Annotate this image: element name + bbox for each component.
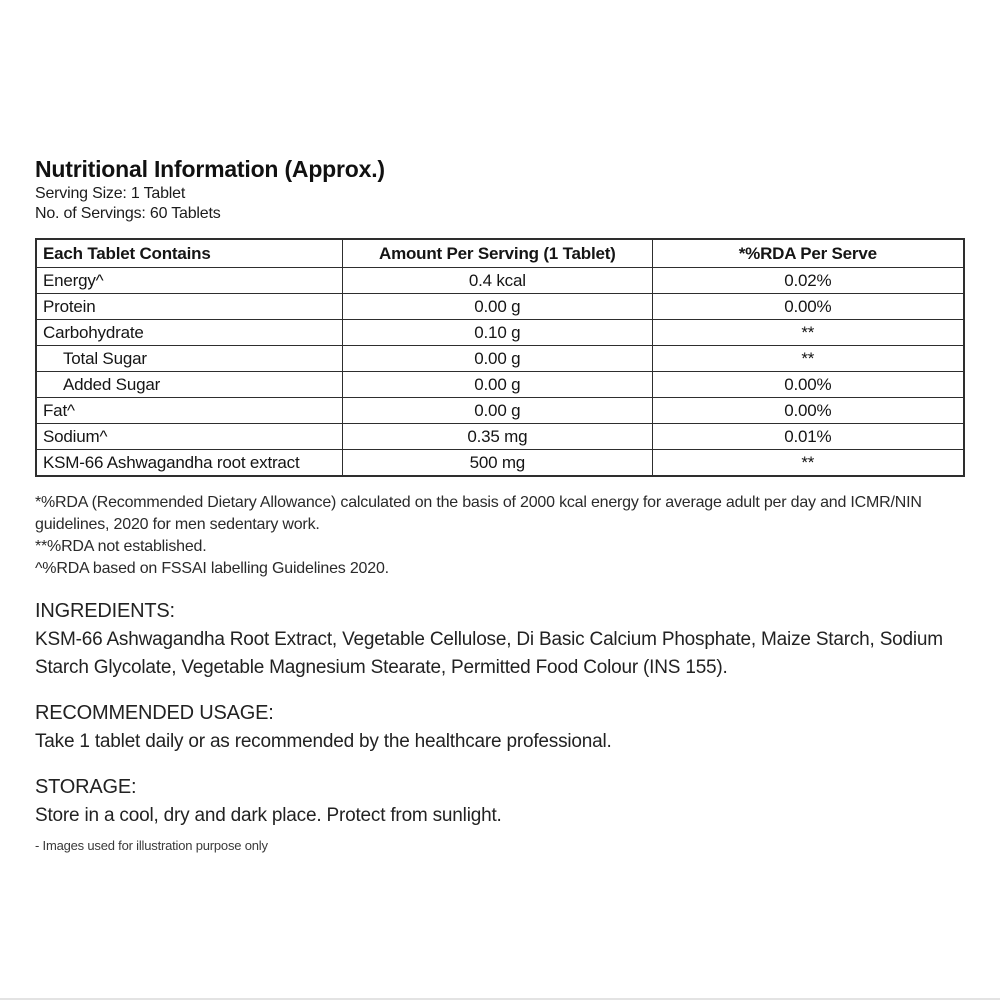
nutrient-name: KSM-66 Ashwagandha root extract — [36, 450, 343, 477]
nutrient-rda: ** — [652, 346, 964, 372]
nutrient-amount: 0.35 mg — [343, 424, 653, 450]
storage-heading: STORAGE: — [35, 776, 137, 798]
header-amount-per-serving: Amount Per Serving (1 Tablet) — [343, 239, 653, 268]
header-rda-per-serve: *%RDA Per Serve — [652, 239, 964, 268]
nutrient-rda: ** — [652, 450, 964, 477]
nutrition-table-header — [36, 239, 964, 268]
nutrient-name: Protein — [36, 294, 343, 320]
footnotes — [35, 492, 965, 580]
nutrient-name: Added Sugar — [36, 372, 343, 398]
label-content — [0, 156, 1000, 854]
footnote-rda: *%RDA (Recommended Dietary Allowance) calculated on the basis of 2000 kcal energy for average adult per day and ICMR/NIN guidelines, 2020 for men sedentary work. — [35, 494, 922, 533]
nutrient-rda: ** — [652, 320, 964, 346]
nutrient-name: Carbohydrate — [36, 320, 343, 346]
nutrient-rda: 0.00% — [652, 372, 964, 398]
table-row — [36, 398, 964, 424]
header-each-tablet-contains: Each Tablet Contains — [36, 239, 343, 268]
nutrient-amount: 500 mg — [343, 450, 653, 477]
footnote-fssai: ^%RDA based on FSSAI labelling Guidelines 2020. — [35, 560, 389, 577]
nutrient-name: Total Sugar — [36, 346, 343, 372]
serving-size-text: Serving Size: 1 Tablet — [35, 185, 186, 202]
table-row — [36, 294, 964, 320]
ingredients-text: KSM-66 Ashwagandha Root Extract, Vegetable Cellulose, Di Basic Calcium Phosphate, Maize Starch, Sodium Starch Glycolate, Vegetable Magnesium Stearate, Permitted Food Colour (INS 155). — [35, 629, 943, 678]
servings-count-text: No. of Servings: 60 Tablets — [35, 205, 221, 222]
page-title: Nutritional Information (Approx.) — [35, 156, 385, 182]
nutrient-amount: 0.10 g — [343, 320, 653, 346]
nutrient-amount: 0.00 g — [343, 294, 653, 320]
nutrient-rda: 0.01% — [652, 424, 964, 450]
nutrient-amount: 0.00 g — [343, 346, 653, 372]
storage-text: Store in a cool, dry and dark place. Protect from sunlight. — [35, 805, 502, 826]
table-row — [36, 450, 964, 477]
nutrition-table-body — [36, 268, 964, 477]
nutrient-rda: 0.02% — [652, 268, 964, 294]
nutrient-rda: 0.00% — [652, 398, 964, 424]
table-row — [36, 346, 964, 372]
nutrient-rda: 0.00% — [652, 294, 964, 320]
recommended-usage-text: Take 1 tablet daily or as recommended by the healthcare professional. — [35, 731, 612, 752]
recommended-usage-heading: RECOMMENDED USAGE: — [35, 702, 274, 724]
footnote-not-established: **%RDA not established. — [35, 538, 207, 555]
table-row — [36, 320, 964, 346]
table-row — [36, 268, 964, 294]
nutrient-name: Sodium^ — [36, 424, 343, 450]
nutrition-table — [35, 238, 965, 477]
nutrient-name: Fat^ — [36, 398, 343, 424]
nutrient-amount: 0.4 kcal — [343, 268, 653, 294]
ingredients-heading: INGREDIENTS: — [35, 600, 175, 622]
nutrient-amount: 0.00 g — [343, 398, 653, 424]
table-row — [36, 372, 964, 398]
nutrient-name: Energy^ — [36, 268, 343, 294]
image-disclaimer-text: - Images used for illustration purpose only — [35, 838, 268, 853]
nutrient-amount: 0.00 g — [343, 372, 653, 398]
header-row — [36, 239, 964, 268]
table-row — [36, 424, 964, 450]
